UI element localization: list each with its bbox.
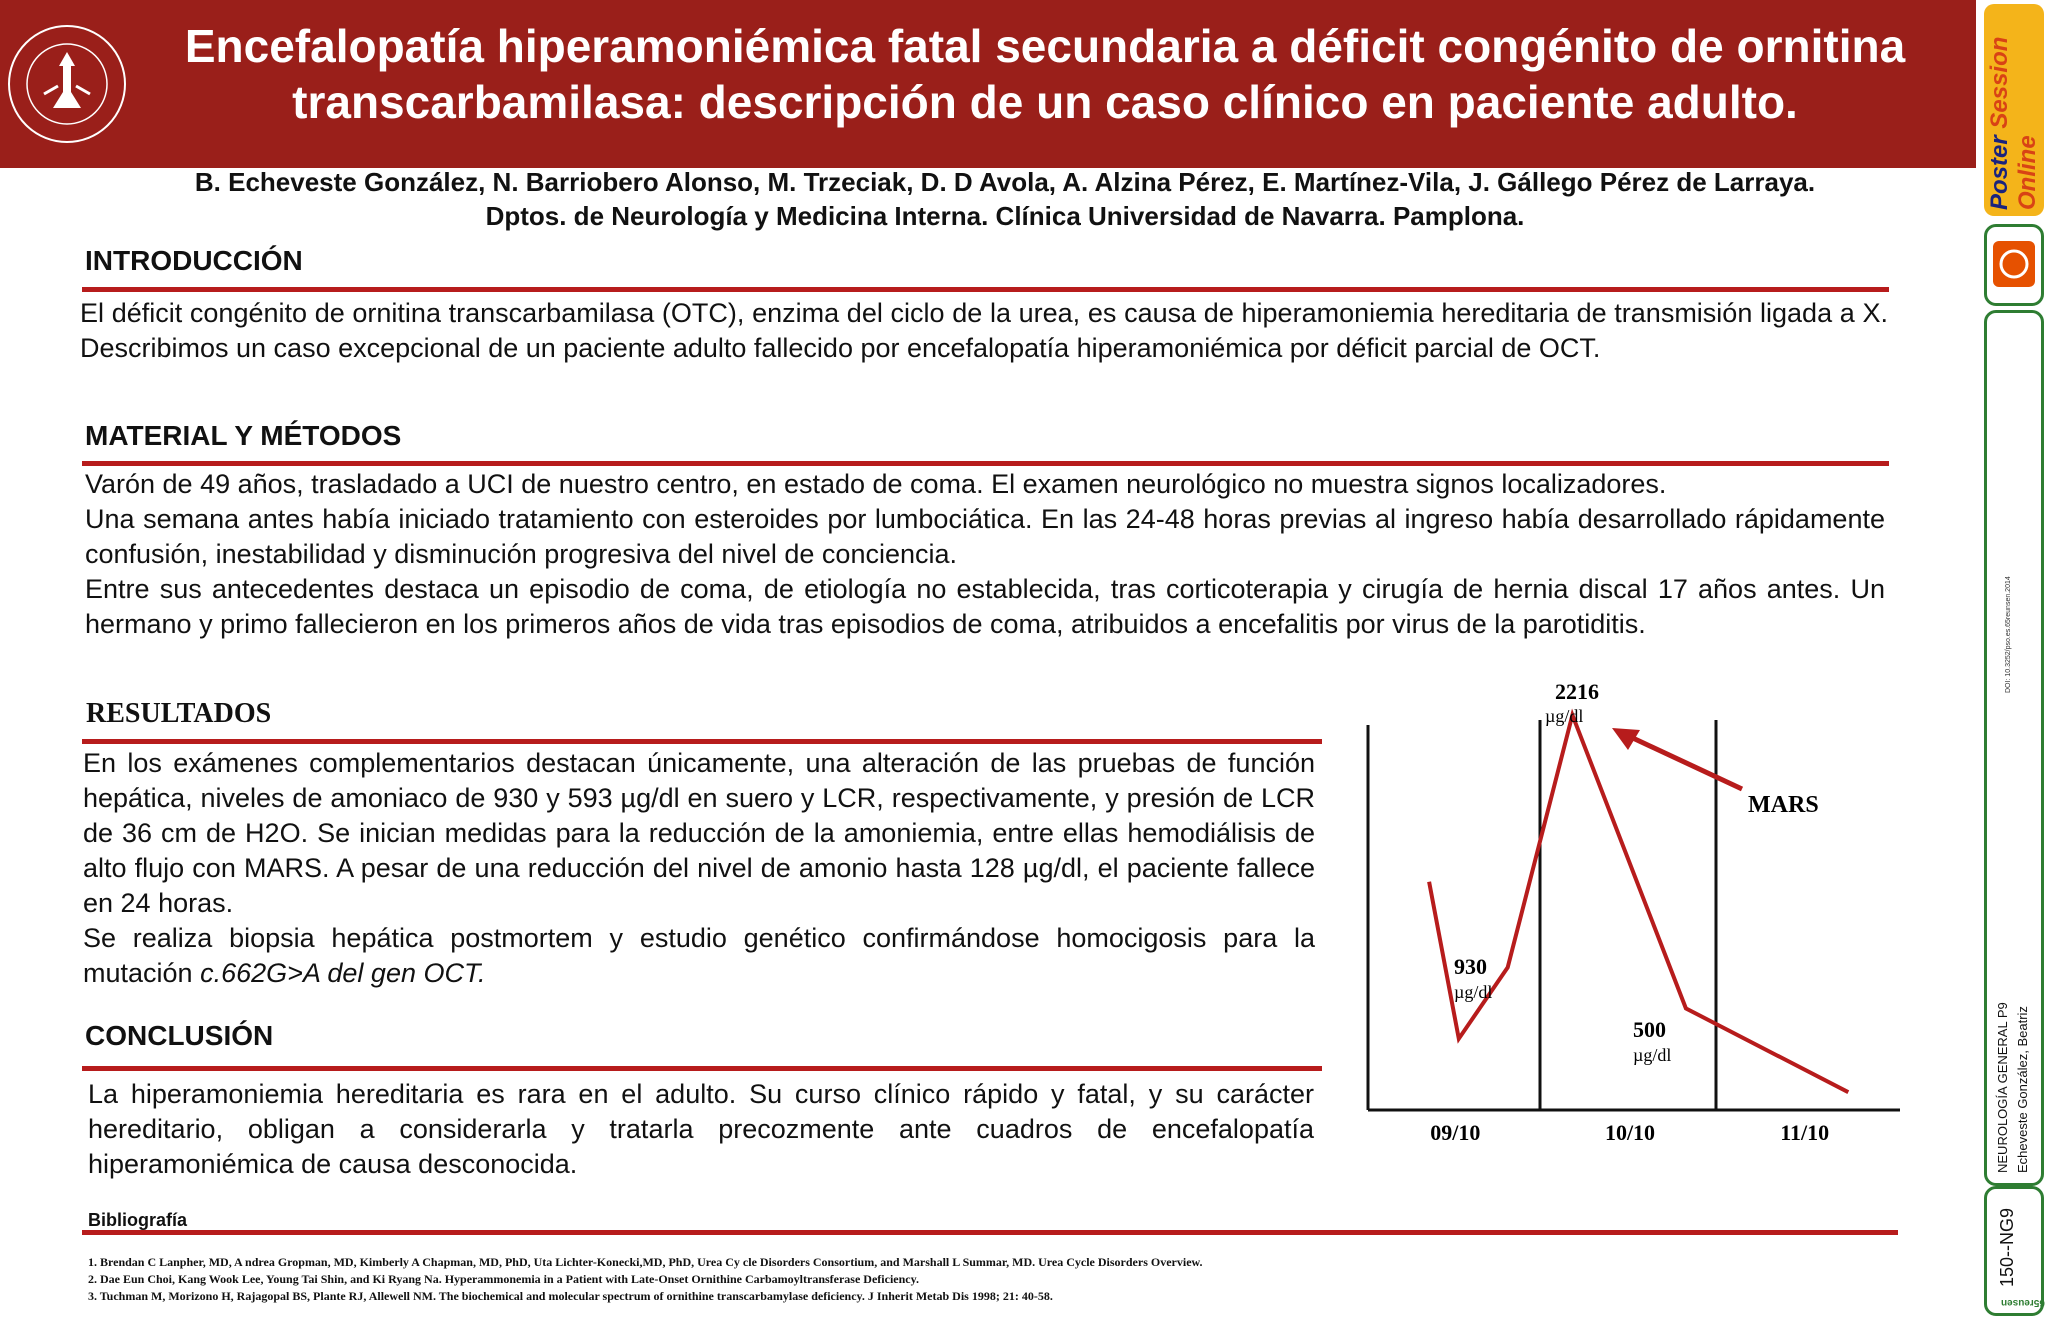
label-930: 930: [1454, 954, 1487, 979]
mars-label: MARS: [1748, 792, 1819, 818]
bibliography-divider: [82, 1230, 1898, 1235]
affiliation: Dptos. de Neurología y Medicina Interna. Clínica Universidad de Navarra. Pamplona.: [485, 201, 1525, 231]
society-logo-icon: [1987, 227, 2041, 303]
results-paragraph-2: [83, 921, 1315, 991]
intro-paragraph: El déficit congénito de ornitina transcarbamilasa (OTC), enzima del ciclo de la urea, es causa de hiperamoniemia hereditaria de transmisión ligada a X. Describimos un caso excepcional de un paciente adulto fallecido por encefalopatía hiperamoniémica por déficit parcial de OCT.: [80, 298, 1888, 363]
poster-id-box: [1984, 1186, 2044, 1316]
results-paragraph-1: En los exámenes complementarios destacan únicamente, una alteración de las pruebas de función hepática, niveles de amoniaco de 930 y 593 µg/dl en suero y LCR, respectivamente, y presión de LCR de 36 cm de H2O. Se inician medidas para la reducción de la amoniemia, entre ellas hemodiálisis de alto flujo con MARS. A pesar de una reducción del nivel de amonio hasta 128 µg/dl, el paciente fallece en 24 horas.: [83, 748, 1315, 918]
society-logo-box: [1984, 224, 2044, 306]
methods-divider: [82, 461, 1889, 466]
title-line-2: transcarbamilasa: descripción de un caso clínico en paciente adulto.: [292, 76, 1798, 128]
university-seal-icon: [2, 4, 132, 164]
bibliography-list: [88, 1254, 1588, 1305]
ammonia-chart: [1350, 670, 1910, 1150]
results-paragraph-2-text: Se realiza biopsia hepática postmortem y estudio genético confirmándose homocigosis para la mutación: [83, 923, 1315, 988]
reference-3: 3. Tuchman M, Morizono H, Rajagopal BS, Plante RJ, Allewell NM. The biochemical and molecular spectrum of ornithine transcarbamylase deficiency. J Inherit Metab Dis 1998; 21: 40-58.: [88, 1289, 1053, 1303]
poster-session-logo: [1984, 4, 2044, 216]
mars-arrow-shaft: [1620, 732, 1742, 789]
poster-id: 150--NG9: [1997, 1207, 2017, 1287]
reference-1: 1. Brendan C Lanpher, MD, A ndrea Gropman, MD, Kimberly A Chapman, MD, PhD, Uta Lichter-Konecki,MD, PhD, Urea Cy cle Disorders Consortium, and Marshall L Summar, MD. Urea Cycle Disorders Overview.: [88, 1255, 1203, 1269]
label-500: 500: [1633, 1017, 1666, 1042]
brand-top: Poster: [1986, 135, 2013, 210]
conclusion-text: [88, 1077, 1314, 1182]
footer-logo: 65reusen: [2001, 1297, 2045, 1308]
x-tick-label: 11/10: [1780, 1120, 1830, 1145]
title-line-1: Encefalopatía hiperamoniémica fatal secundaria a déficit congénito de ornitina: [184, 20, 1906, 72]
doi-text: DOI: 10.3252/pso.es.65reunsen.2014: [2005, 576, 2012, 693]
results-text: [83, 746, 1315, 991]
poster-title: [135, 18, 1955, 130]
peak-unit: µg/dl: [1545, 706, 1584, 726]
methods-paragraph-1: Varón de 49 años, trasladado a UCI de nuestro centro, en estado de coma. El examen neurológico no muestra signos localizadores.: [85, 469, 1667, 499]
bibliography-title: Bibliografía: [88, 1210, 188, 1230]
poster-info-box: [1984, 310, 2044, 1186]
session-info: [1993, 853, 2033, 1173]
peak-label: 2216: [1555, 679, 1599, 704]
intro-text: [80, 296, 1888, 366]
poster-session-sidebar: [1976, 0, 2048, 1317]
label-930-unit: µg/dl: [1454, 982, 1493, 1002]
authors-block: [40, 165, 1970, 233]
mutation-name: c.662G>A del gen OCT.: [200, 958, 486, 988]
results-title: RESULTADOS: [86, 698, 272, 729]
x-tick-label: 10/10: [1604, 1120, 1656, 1145]
intro-divider: [82, 287, 1889, 292]
intro-title: INTRODUCCIÓN: [85, 245, 303, 276]
methods-title: MATERIAL Y MÉTODOS: [85, 420, 402, 451]
methods-paragraph-2: Una semana antes había iniciado tratamiento con esteroides por lumbociática. En las 24-48 horas previas al ingreso había desarrollado rápidamente confusión, inestabilidad y disminución progresiva del nivel de conciencia.: [85, 504, 1885, 569]
methods-text: [85, 467, 1885, 642]
author-short: Echeveste González, Beatriz: [2015, 1006, 2030, 1173]
brand-bottom: Session Online: [1986, 36, 2041, 210]
conclusion-title: CONCLUSIÓN: [85, 1020, 274, 1051]
session-name: NEUROLOGÍA GENERAL P9: [1995, 1002, 2010, 1173]
x-tick-label: 09/10: [1430, 1120, 1481, 1145]
header-banner: [0, 0, 1976, 168]
conclusion-divider: [82, 1066, 1322, 1071]
author-names: B. Echeveste González, N. Barriobero Alonso, M. Trzeciak, D. D Avola, A. Alzina Pérez, E. Martínez-Vila, J. Gállego Pérez de Larraya.: [194, 167, 1816, 197]
reference-2: 2. Dae Eun Choi, Kang Wook Lee, Young Tai Shin, and Ki Ryang Na. Hyperammonemia in a Patient with Late-Onset Ornithine Carbamoyltransferase Deficiency.: [88, 1272, 919, 1286]
results-divider: [82, 739, 1322, 744]
methods-paragraph-3: Entre sus antecedentes destaca un episodio de coma, de etiología no establecida, tras corticoterapia y cirugía de hernia discal 17 años antes. Un hermano y primo fallecieron en los primeros años de vida tras episodios de coma, atribuidos a encefalitis por virus de la parotiditis.: [85, 574, 1885, 639]
conclusion-paragraph: La hiperamoniemia hereditaria es rara en el adulto. Su curso clínico rápido y fatal, y su carácter hereditario, obligan a considerarla y tratarla precozmente ante cuadros de encefalopatía hiperamoniémica de causa desconocida.: [88, 1079, 1314, 1179]
label-500-unit: µg/dl: [1633, 1045, 1672, 1065]
